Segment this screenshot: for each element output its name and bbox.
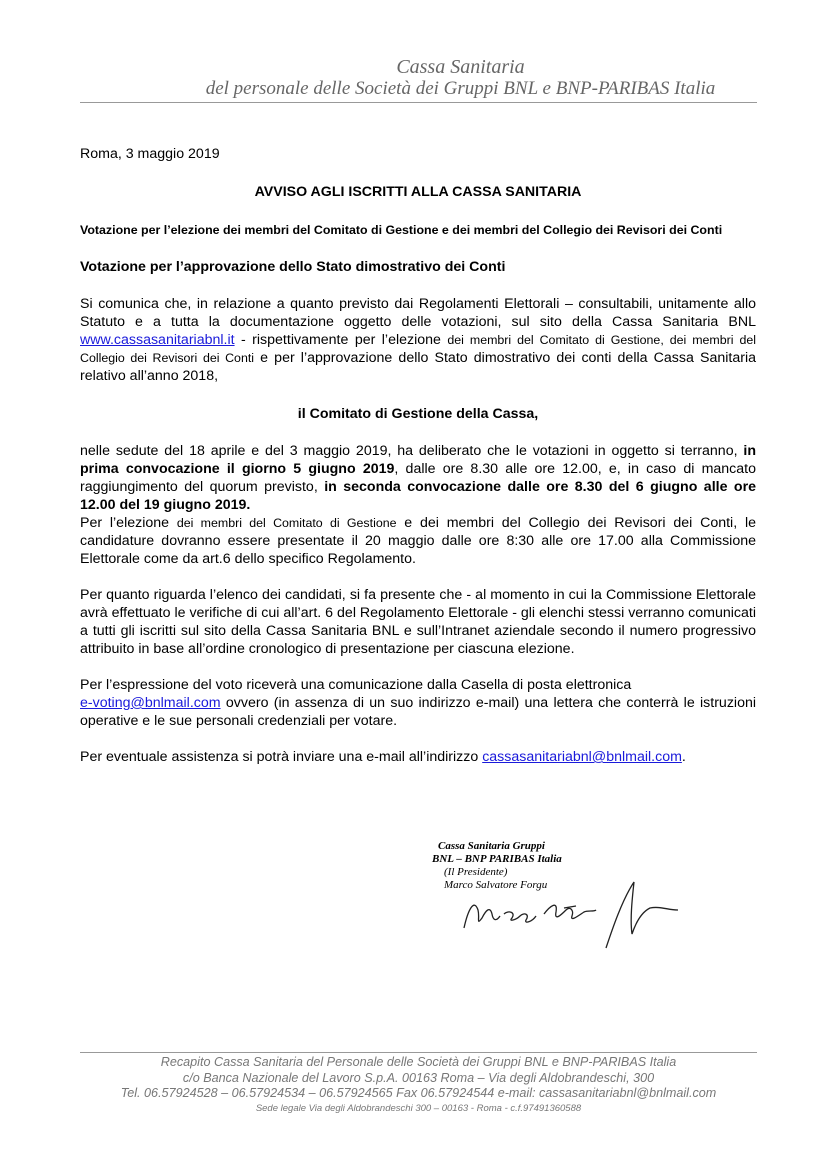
footer-line-contacts: Tel. 06.57924528 – 06.57924534 – 06.57924565 Fax 06.57924544 e-mail: cassasanitariabnl@bnlmail.com: [120, 1086, 717, 1100]
paragraph-intro-text-a: Si comunica che, in relazione a quanto previsto dai Regolamenti Elettorali – consultabili, unitamente allo Statuto e a tutta la documentazione oggetto delle votazioni, sul sito della Cassa Sanitaria BNL: [80, 296, 756, 330]
paragraph-dates-second-call: in seconda convocazione dalle ore 8.30 del 6 giugno alle ore 12.00 del 19 giugno 2019.: [80, 479, 756, 513]
letter-body: [80, 145, 756, 766]
subtitle-election: Votazione per l’elezione dei membri del Comitato di Gestione e dei membri del Collegio dei Revisori dei Conti: [80, 223, 723, 237]
paragraph-intro-text-c: dei membri del Comitato di Gestione, dei membri del Collegio dei Revisori dei Conti: [80, 333, 756, 365]
signature-role: (Il Presidente): [444, 866, 508, 878]
footer-divider: [80, 1052, 757, 1053]
paragraph-dates-text-c: , dalle ore 8.30 alle ore 12.00, e, in caso di mancato raggiungimento del quorum previsto,: [80, 461, 756, 495]
notice-title: AVVISO AGLI ISCRITTI ALLA CASSA SANITARIA: [254, 184, 582, 200]
header-divider: [80, 102, 757, 103]
signature-org-line1: Cassa Sanitaria Gruppi: [438, 840, 545, 852]
paragraph-assistance: [80, 748, 756, 766]
footer: [80, 1055, 757, 1115]
paragraph-candidatures-text-d: , le candidature dovranno essere presentate il 20 maggio dalle ore 8:30 alle ore 17.00 alla Commissione Elettorale come da art.6 dello specifico Regolamento.: [80, 515, 756, 567]
paragraph-dates-first-call: in prima convocazione il giorno 5 giugno 2019: [80, 443, 756, 477]
handwritten-signature: [446, 870, 686, 950]
evoting-email-link[interactable]: e-voting@bnlmail.com: [80, 695, 221, 711]
letterhead-title: Cassa Sanitaria: [396, 56, 525, 78]
paragraph-candidatures-text-c: e dei membri del Collegio dei Revisori dei Conti: [396, 515, 734, 531]
committee-heading: il Comitato di Gestione della Cassa,: [297, 406, 539, 422]
letterhead-subtitle: del personale delle Società dei Gruppi BNL e BNP-PARIBAS Italia: [205, 78, 716, 99]
paragraph-assistance-text-a: Per eventuale assistenza si potrà inviare una e-mail all’indirizzo: [80, 749, 483, 765]
paragraph-assistance-text-b: .: [681, 749, 686, 765]
signature-block: [432, 840, 562, 892]
paragraph-voting: [80, 676, 756, 730]
assistance-email-link[interactable]: cassasanitariabnl@bnlmail.com: [482, 749, 682, 765]
footer-line-legal: Sede legale Via degli Aldobrandeschi 300 – 00163 - Roma - c.f.97491360588: [255, 1102, 582, 1114]
paragraph-candidates-list: Per quanto riguarda l’elenco dei candidati, si fa presente che - al momento in cui la Commissione Elettorale avrà effettuato le verifiche di cui all’art. 6 del Regolamento Elettorale - gli elenchi stessi verranno comunicati a tutti gli iscritti sul sito della Cassa Sanitaria BNL e sull’Intranet aziendale secondo il numero progressivo attribuito in base all’ordine cronologico di presentazione per ciascuna elezione.: [80, 587, 756, 657]
letterhead: [80, 56, 757, 100]
website-link[interactable]: www.cassasanitariabnl.it: [80, 332, 235, 348]
paragraph-candidatures: [80, 514, 756, 568]
signature-name: Marco Salvatore Forgu: [444, 879, 548, 891]
paragraph-intro-text-b: - rispettivamente per l’elezione: [234, 332, 448, 348]
paragraph-voting-text-a: Per l’espressione del voto riceverà una comunicazione dalla Casella di posta elettronica: [80, 677, 632, 693]
footer-line-bank: c/o Banca Nazionale del Lavoro S.p.A. 00163 Roma – Via degli Aldobrandeschi, 300: [182, 1070, 655, 1085]
paragraph-candidatures-text-b: dei membri del Comitato di Gestione: [176, 516, 397, 530]
letter-date: Roma, 3 maggio 2019: [80, 146, 220, 162]
signature-org-line2: BNL – BNP PARIBAS Italia: [432, 853, 562, 865]
paragraph-dates-text-a: nelle sedute del 18 aprile e del 3 maggio 2019, ha deliberato che le votazioni in oggetto si terranno,: [80, 443, 744, 459]
paragraph-intro-text-d: e per l’approvazione dello Stato dimostrativo dei conti della Cassa Sanitaria relativo all’anno 2018,: [80, 350, 756, 384]
paragraph-voting-text-b: ovvero (in assenza di un suo indirizzo e-mail) una lettera che conterrà le istruzioni operative e le sue personali credenziali per votare.: [80, 695, 756, 729]
footer-line-address-title: Recapito Cassa Sanitaria del Personale delle Società dei Gruppi BNL e BNP-PARIBAS Italia: [160, 1055, 677, 1069]
paragraph-candidatures-text-a: Per l’elezione: [80, 515, 177, 531]
paragraph-intro: [80, 295, 756, 385]
paragraph-dates: [80, 442, 756, 514]
subtitle-approval: Votazione per l’approvazione dello Stato dimostrativo dei Conti: [80, 259, 506, 275]
